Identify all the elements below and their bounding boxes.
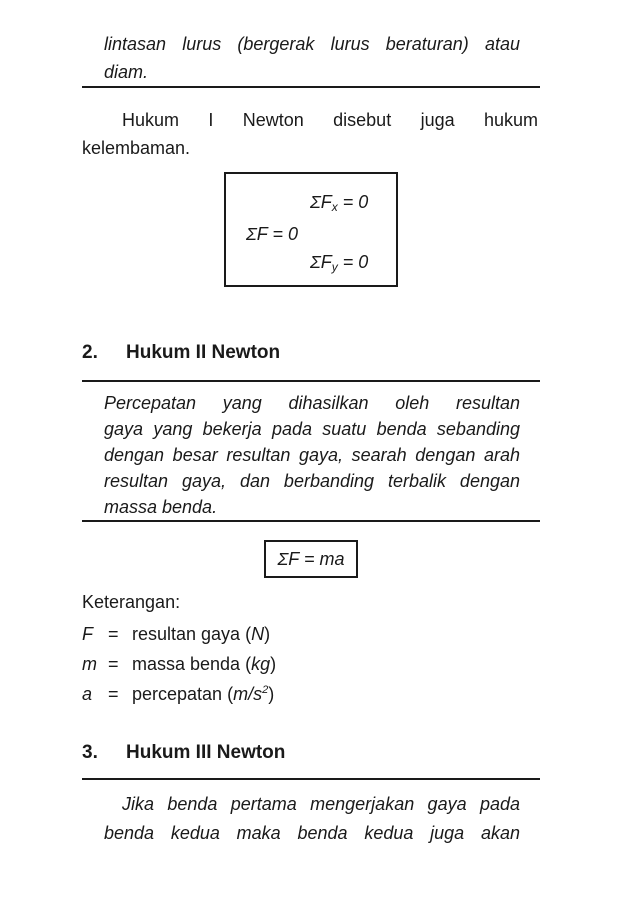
- divider-line: [82, 86, 540, 88]
- eq-rhs: = 0: [337, 192, 369, 212]
- quote-line: Percepatan yang dihasilkan oleh resultan: [104, 393, 520, 413]
- legend-symbol: a: [82, 684, 93, 704]
- legend-symbol: F: [82, 624, 93, 644]
- paragraph-line: kelembaman.: [82, 138, 191, 158]
- quote-line: dengan besar resultan gaya, searah dengan arah: [104, 445, 520, 465]
- quote-line: diam.: [104, 62, 149, 82]
- legend-text: massa benda (: [132, 654, 252, 674]
- eq-subscript: y: [331, 260, 338, 274]
- section-title: Hukum II Newton: [126, 342, 281, 363]
- quote-line: Jika benda pertama mengerjakan gaya pada: [122, 794, 520, 814]
- section-number: 2.: [82, 342, 98, 363]
- legend-text: resultan gaya (: [132, 624, 252, 644]
- legend-equals: =: [108, 654, 119, 674]
- equation-box-newton1: [224, 172, 398, 287]
- section-number: 3.: [82, 742, 98, 763]
- eq-subscript: x: [331, 200, 338, 214]
- divider-line: [82, 778, 540, 780]
- section-heading-2: [82, 342, 280, 364]
- section-title: Hukum III Newton: [126, 742, 286, 763]
- quote-line: benda kedua maka benda kedua juga akan: [104, 823, 520, 843]
- newton2-quote: [104, 390, 520, 520]
- quote-line: gaya yang bekerja pada suatu benda sebanding: [104, 419, 520, 439]
- eq-term: ΣF: [310, 192, 332, 212]
- eq-rhs: = 0: [337, 252, 369, 272]
- legend-unit: N: [251, 624, 265, 644]
- legend-close: ): [268, 684, 275, 704]
- quote-line: lintasan lurus (bergerak lurus beraturan) atau: [104, 34, 520, 54]
- legend-close: ): [270, 654, 277, 674]
- quote-line: resultan gaya, dan berbanding terbalik dengan: [104, 471, 520, 491]
- legend-equals: =: [108, 624, 119, 644]
- legend-title: Keterangan:: [82, 592, 181, 612]
- divider-line: [82, 380, 540, 382]
- newton3-quote: [104, 790, 520, 848]
- legend-equals: =: [108, 684, 119, 704]
- legend-symbol: m: [82, 654, 97, 674]
- eq-term: ΣF: [310, 252, 332, 272]
- legend-item: [82, 654, 276, 675]
- legend-text: percepatan (: [132, 684, 234, 704]
- equation-sum-fx: [310, 192, 368, 214]
- paragraph-kelembaman: [82, 106, 538, 162]
- legend-close: ): [264, 624, 271, 644]
- legend-unit: kg: [251, 654, 271, 674]
- section-heading-3: [82, 742, 285, 764]
- paragraph-line: Hukum I Newton disebut juga hukum: [122, 110, 538, 130]
- divider-line: [82, 520, 540, 522]
- legend-superscript: 2: [262, 684, 269, 696]
- equation-sum-f: ΣF = 0: [246, 224, 298, 244]
- equation-sum-fy: [310, 252, 368, 274]
- equation-box-newton2: ΣF = ma: [264, 540, 358, 578]
- legend-item: [82, 684, 274, 705]
- legend-item: [82, 624, 270, 645]
- legend-unit: m/s: [233, 684, 263, 704]
- newton1-quote-end: [104, 30, 520, 86]
- quote-line: massa benda.: [104, 497, 218, 517]
